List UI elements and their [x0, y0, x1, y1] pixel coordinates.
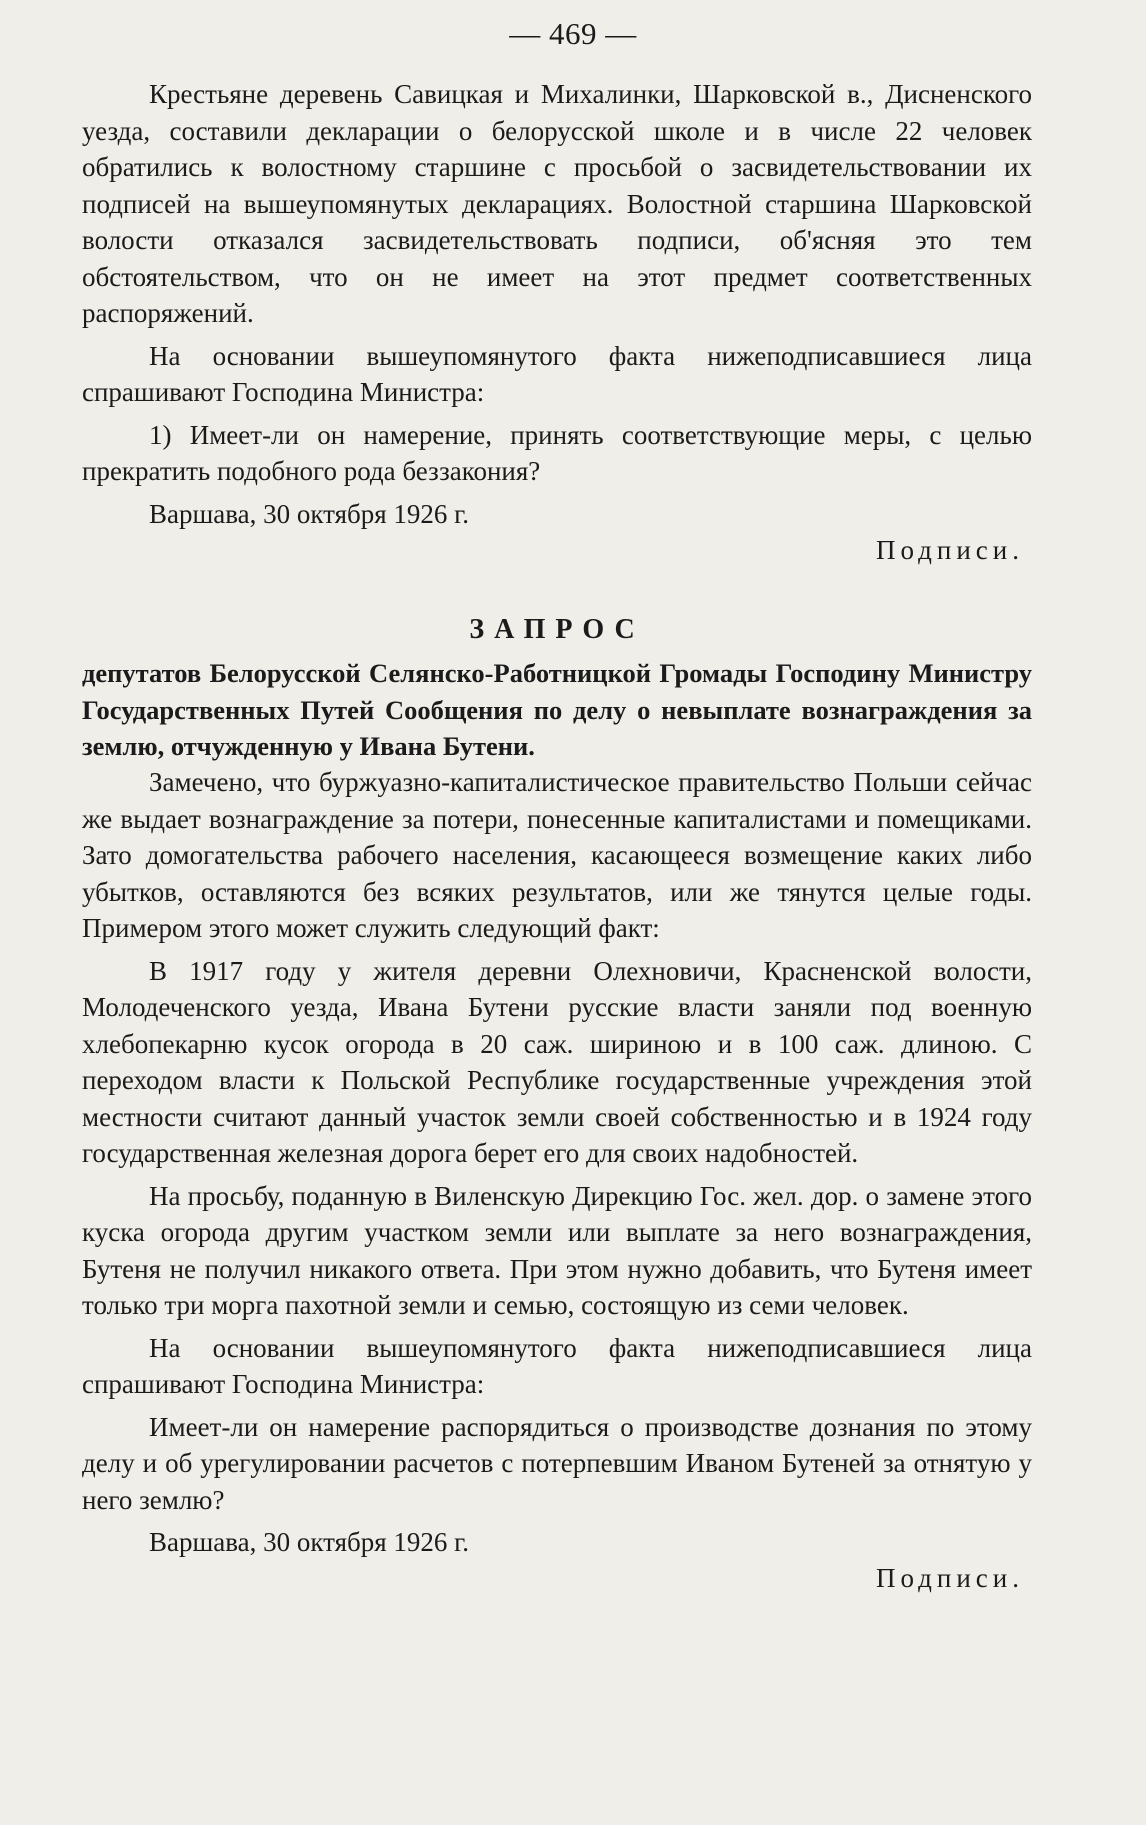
place-date: Варшава, 30 октября 1926 г. [149, 498, 469, 529]
place-date: Варшава, 30 октября 1926 г. [149, 1527, 469, 1557]
paragraph: В 1917 году у жителя деревни Олехновичи, Красненской волости, Молодеченского уезда, Ивана Бутени русские власти заняли под военную хлебопекарню кусок огорода в 20 саж. шириною и в 100 саж. длиною. С переходом власти к Польской Республике государственные учреждения этой местности считают данный участок земли своей собственностью и в 1924 году государственная железная дорога берет его для своих надобностей. [82, 955, 1032, 1168]
paragraph: На просьбу, поданную в Виленскую Дирекцию Гос. жел. дор. о замене этого куска огорода другим участком земли или выплате за него вознаграждения, Бутеня не получил никакого ответа. При этом нужно добавить, что Бутеня имеет только три морга пахотной земли и семью, состоящую из семи человек. [82, 1180, 1032, 1320]
paragraph: На основании вышеупомянутого факта нижеподписавшиеся лица спрашивают Господина Министра: [82, 340, 1032, 407]
section-subheading: депутатов Белорусской Селянско-Работницкой Громады Господину Министру Государственных Путей Сообщения по делу о невыплате вознаграждения за землю, отчужденную у Ивана Бутени. [82, 658, 1032, 761]
paragraph: Замечено, что буржуазно-капиталистическое правительство Польши сейчас же выдает вознаграждение за потери, понесенные капиталистами и помещиками. Зато домогательства рабочего населения, касающееся возмещение каких либо убытков, оставляются без всяких результатов, или же тянутся целые годы. Примером этого может служить следующий факт: [82, 767, 1032, 943]
section-interpellation-land [82, 764, 1032, 1596]
paragraph: 1) Имеет-ли он намерение, принять соответствующие меры, с целью прекратить подобного рода беззакония? [82, 419, 1032, 486]
paragraph: На основании вышеупомянутого факта нижеподписавшиеся лица спрашивают Господина Министра: [82, 1332, 1032, 1399]
paragraph: Крестьяне деревень Савицкая и Михалинки, Шарковской в., Дисненского уезда, составили декларации о белорусской школе и в числе 22 человек обратились к волостному старшине с просьбой о засвидетельствовании их подписей на вышеупомянутых декларациях. Волостной старшина Шарковской волости отказался засвидетельствовать подписи, об'ясняя это тем обстоятельством, что он не имеет на этот предмет соответственных распоряжений. [82, 79, 1032, 328]
page-number: — 469 — [509, 16, 637, 51]
paragraph: Имеет-ли он намерение распорядиться о производстве дознания по этому делу и об урегулировании расчетов с потерпевшим Иваном Бутеней за отнятую у него землю? [82, 1411, 1032, 1515]
signature: Подписи. [875, 534, 1024, 565]
section-interpellation-school [82, 76, 1032, 568]
section-heading: ЗАПРОС [469, 614, 645, 645]
signature: Подписи. [875, 1563, 1024, 1593]
